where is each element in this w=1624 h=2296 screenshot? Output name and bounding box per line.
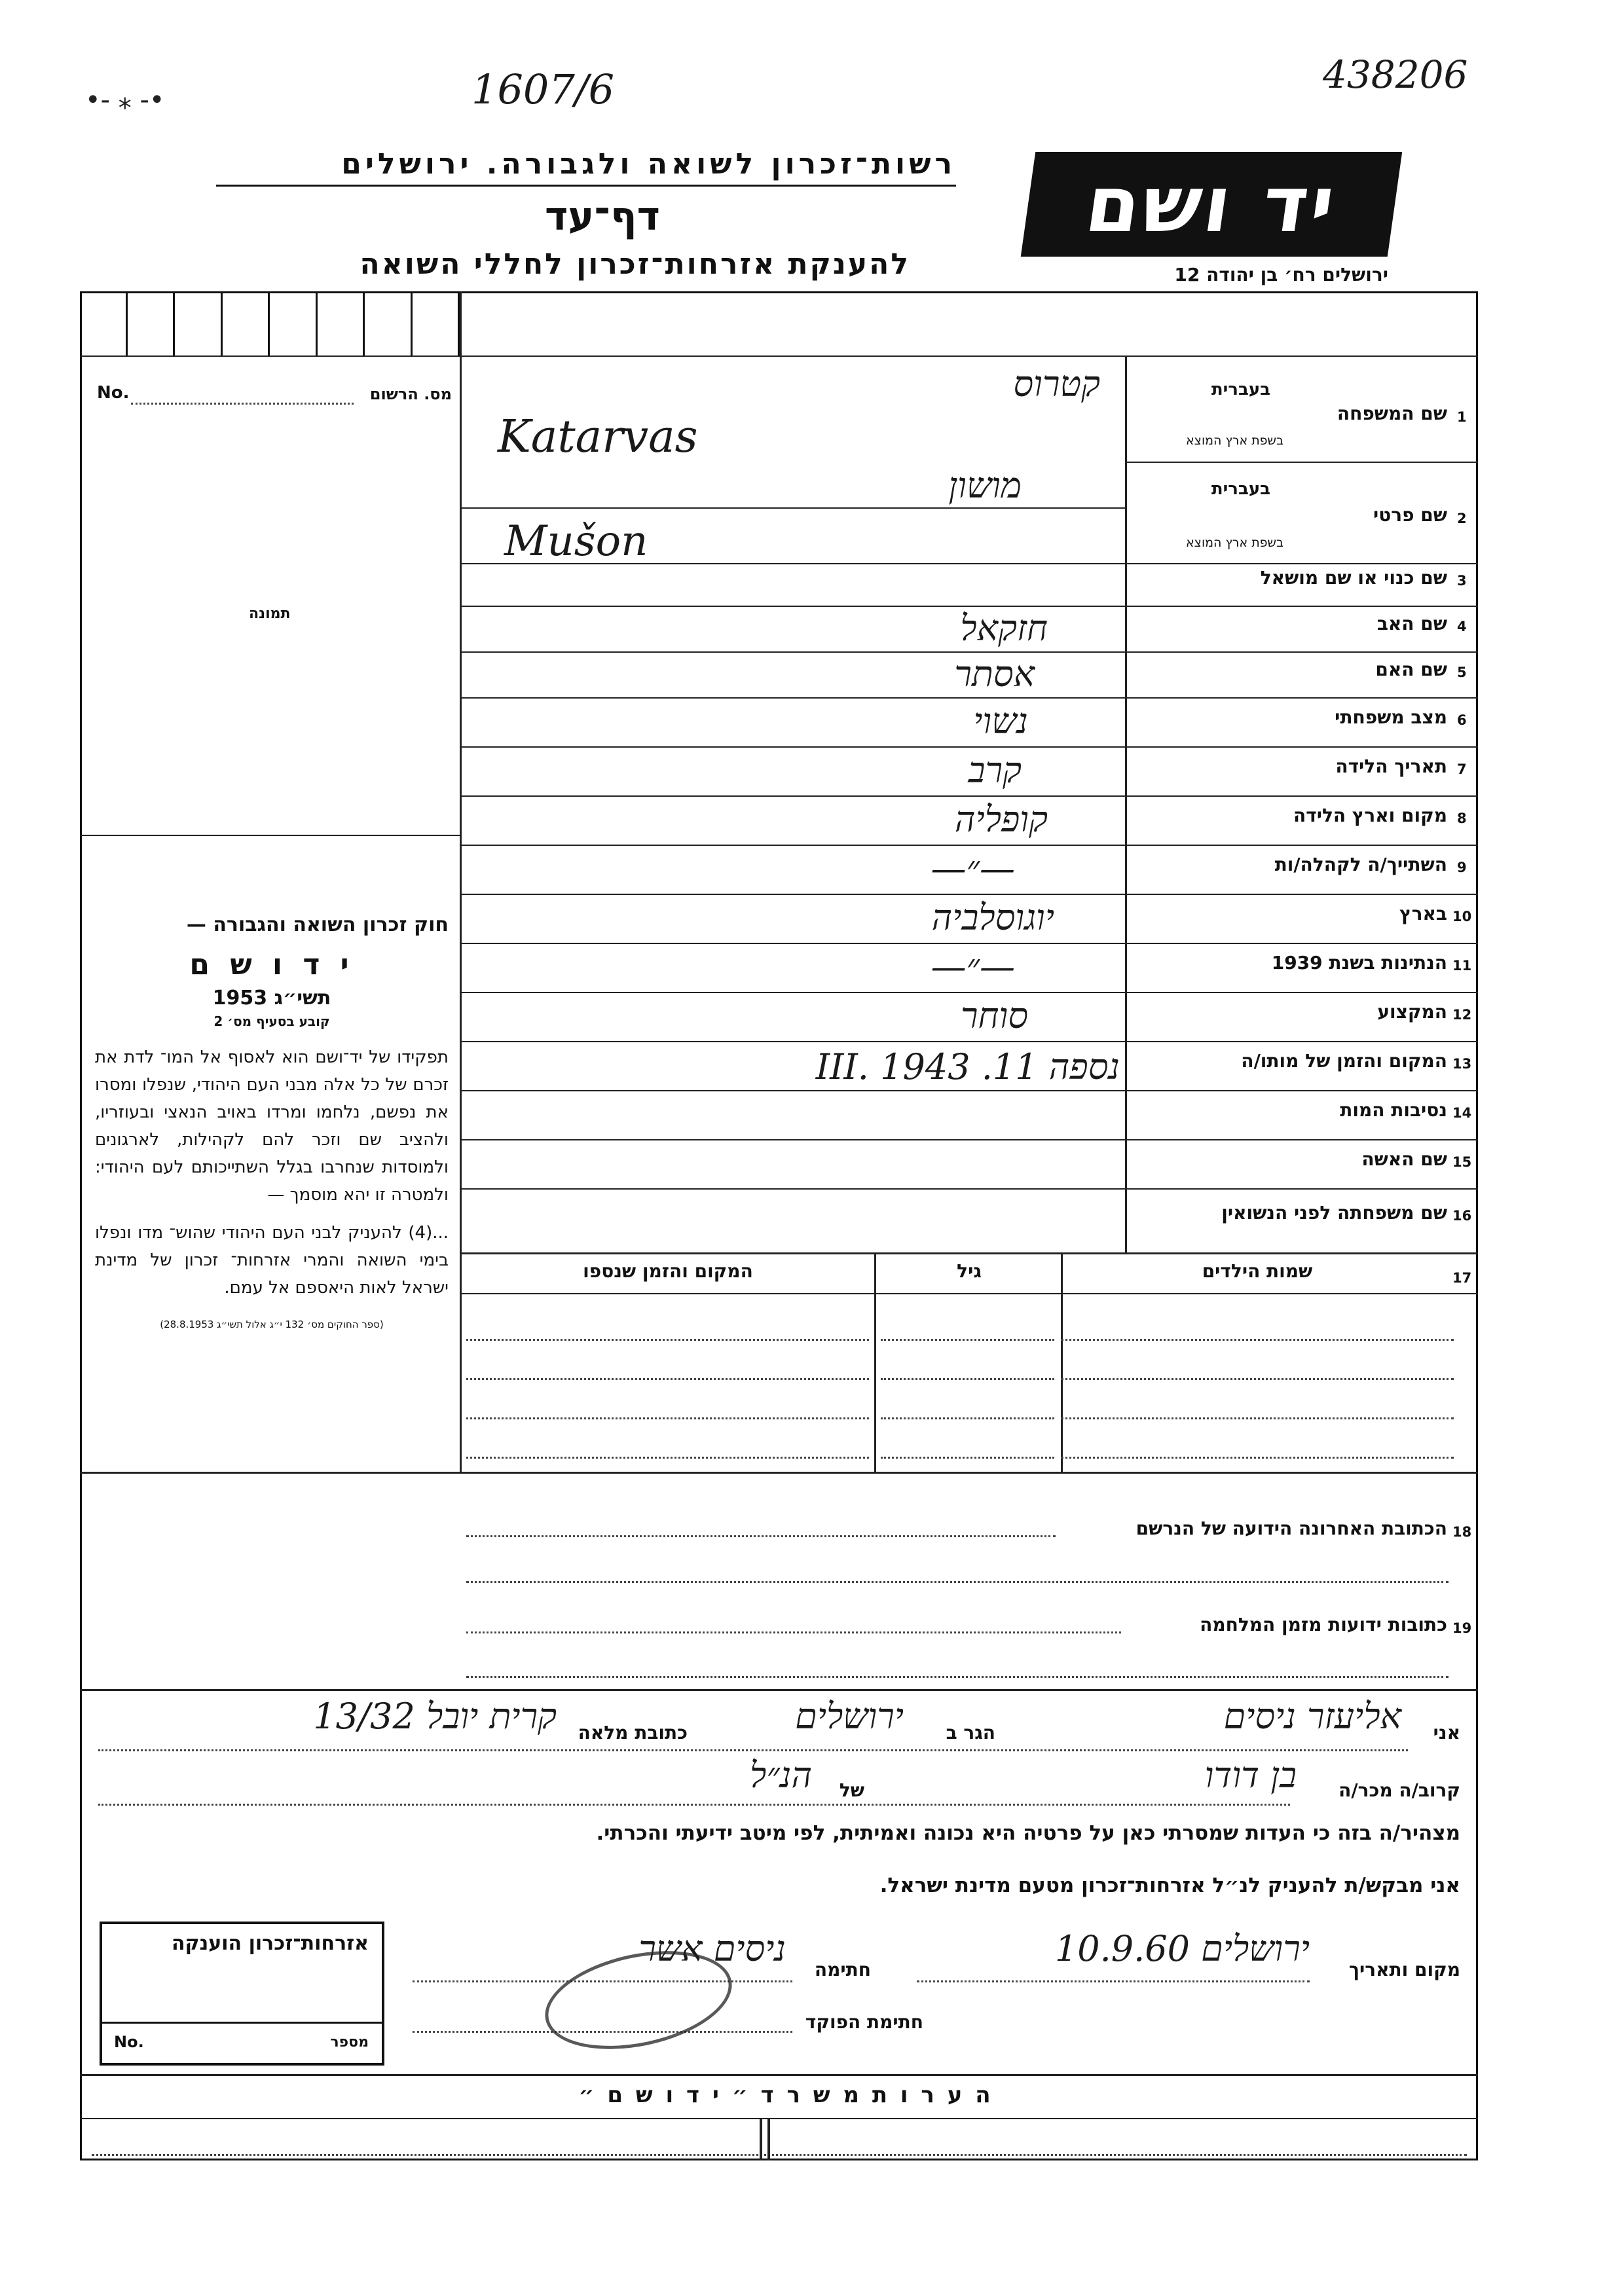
field-2-lang-he: בעברית: [1211, 479, 1270, 499]
declarant-city: ירושלים: [795, 1696, 904, 1737]
field-6-label: מצב משפחתי: [1335, 706, 1447, 728]
declaration-statement: מצהיר/ה בזה כי העדות שמסרתי כאן על פרטיה היא נכונה ואמיתית, לפי מיטב ידיעתי והכרתי.: [596, 1821, 1460, 1845]
relative-value: בן דודו: [1204, 1755, 1297, 1796]
relative-label: קרוב/ה מכר/ה: [1338, 1779, 1460, 1801]
field-2-value-he: מושון: [948, 465, 1022, 506]
place-date-value: ירושלים 10.9.60: [1054, 1928, 1310, 1969]
field-2-lang-native: בשפת ארץ המוצא: [1185, 536, 1283, 550]
field-2-value-native: Mušon: [504, 517, 648, 566]
award-number-label: מספר: [330, 2034, 369, 2050]
field-1-value-he: קטרוס: [1013, 363, 1100, 405]
field-14-number: 14: [1452, 1105, 1472, 1121]
signature-label: חתימה: [814, 1959, 871, 1980]
field-2-label: שם פרטי: [1373, 504, 1447, 526]
field-7-number: 7: [1457, 761, 1467, 777]
field-1-value-native: Katarvas: [498, 411, 698, 463]
law-excerpt: [95, 913, 449, 1330]
field-6-value: נשוי: [973, 701, 1028, 742]
lives-in-label: הגר ב: [946, 1722, 995, 1743]
of-value: הנ״ל: [750, 1755, 812, 1796]
field-6-number: 6: [1457, 712, 1467, 728]
field-19-number: 19: [1452, 1620, 1472, 1636]
of-label: של: [839, 1779, 864, 1801]
field-18-label: הכתובת האחרונה הידועה של הנרשם: [1135, 1518, 1447, 1539]
field-5-value: אסתר: [954, 653, 1035, 695]
field-3-number: 3: [1457, 573, 1467, 589]
field-10-value: יוגוסלביה: [931, 897, 1054, 938]
law-section: קובע בסעיף מס׳ 2: [213, 1013, 330, 1029]
form-subtitle: להענקת אזרחות־זכרון לחללי השואה: [360, 247, 910, 281]
field-5-label: שם האם: [1375, 659, 1447, 680]
photo-label: תמונה: [249, 606, 291, 622]
field-7-label: תאריך הלידה: [1335, 756, 1447, 777]
registration-boxes: [80, 291, 460, 355]
office-notes-title: ה ע ר ו ת מ ש ר ד ״ י ד ו ש ם ״: [578, 2082, 993, 2108]
field-3-label: שם כנוי או שם מושאל: [1260, 567, 1447, 589]
field-13-number: 13: [1452, 1056, 1472, 1072]
field-11-number: 11: [1452, 958, 1472, 974]
field-12-number: 12: [1452, 1007, 1472, 1023]
field-10-label: בארץ: [1399, 903, 1447, 924]
declarant-address: קרית יובל 13/32: [313, 1696, 557, 1737]
field-1-number: 1: [1457, 409, 1467, 425]
field-1-label: שם המשפחה: [1337, 403, 1447, 424]
field-15-number: 15: [1452, 1154, 1472, 1170]
full-address-label: כתובת מלאה: [578, 1722, 688, 1743]
children-names-header: שמות הילדים: [1202, 1260, 1313, 1282]
award-box: [100, 1922, 384, 2066]
declaration-i-label: אני: [1433, 1722, 1460, 1743]
field-12-label: המקצוע: [1377, 1001, 1447, 1023]
law-clause: ...(4) להעניק לבני העם היהודי שהוש־ מדו ונפלו בימי השואה והמרי אזרחות־ זכרון של מדינת ישראל לאות היאספם אל עמם.: [95, 1223, 449, 1298]
law-title: חוק זכרון השואה והגבורה —: [186, 913, 449, 936]
record-number: 438206: [1323, 52, 1468, 97]
official-signature-label: חתימת הפוקד: [805, 2011, 923, 2033]
declarant-name: אליעזר ניסים: [1223, 1696, 1401, 1737]
award-number-row: [102, 2022, 382, 2063]
field-4-value: חזקאל: [960, 608, 1048, 649]
law-year: תשי״ג 1953: [212, 987, 331, 1010]
field-19-line: [466, 1631, 1121, 1633]
field-4-number: 4: [1457, 619, 1467, 634]
field-1-lang-native: בשפת ארץ המוצא: [1185, 433, 1283, 448]
field-9-value: —״—: [931, 848, 1015, 889]
reg-no-label: No.: [97, 383, 130, 403]
children-place-header: המקום והזמן שנספו: [583, 1260, 753, 1282]
request-statement: אני מבקש/ת להעניק לנ״ל אזרחות־זכרון מטעם מדינת ישראל.: [879, 1874, 1460, 1897]
form-title: דף־עד: [545, 194, 660, 240]
field-8-label: מקום וארץ הלידה: [1293, 805, 1447, 826]
logo-text: יד ושם: [1080, 159, 1343, 249]
field-11-label: הנתינות בשנת 1939: [1271, 952, 1447, 974]
field-7-value: קרב: [968, 750, 1022, 791]
field-18-number: 18: [1452, 1524, 1472, 1540]
field-16-label: שם משפחתה לפני הנשואין: [1221, 1202, 1447, 1224]
field-13-label: המקום והזמן של מותו/ה: [1241, 1050, 1447, 1072]
field-5-number: 5: [1457, 665, 1467, 680]
field-9-label: השתייך/ה לקהלה/ות: [1274, 854, 1447, 875]
law-name: י ד ו ש ם: [189, 948, 354, 981]
law-reference: (ספר החוקים מס׳ 132 י״ג אלול תשי״ג 28.8.1953): [160, 1319, 384, 1330]
punch-marks: •‑ ⁎ ‑•: [85, 85, 165, 115]
field-16-number: 16: [1452, 1208, 1472, 1224]
field-9-number: 9: [1457, 860, 1467, 875]
field-10-number: 10: [1452, 909, 1472, 924]
law-body: תפקידו של יד־ושם הוא לאסוף אל המו־ לדת את זכרם של כל אלה מבני העם היהודי, שנפלו ומסרו את נפשם, נלחמו ומרדו באויב הנאצי ובעוזריו, ולהציב שם וזכר להם לקהילות, לארגונים ולמוסדות שנחרבו בגלל השתייכותם לעם היהודי: ולמטרה זו יהא מוסמך —: [95, 1048, 449, 1205]
field-1-lang-he: בעברית: [1211, 380, 1270, 399]
field-15-label: שם האשה: [1361, 1148, 1447, 1170]
children-age-header: גיל: [957, 1260, 982, 1282]
field-18-line: [466, 1535, 1056, 1537]
field-8-value: קופליה: [954, 799, 1048, 840]
yad-vashem-logo: [1021, 152, 1402, 257]
office-address: ירושלים רח׳ בן יהודה 12: [1174, 264, 1388, 285]
award-no-label: No.: [114, 2033, 144, 2051]
field-4-label: שם האב: [1376, 613, 1447, 634]
signature-value: ניסים אשר: [638, 1928, 786, 1969]
field-19-label: כתובות ידועות מזמן המלחמה: [1200, 1614, 1447, 1635]
archive-number: 1607/6: [471, 65, 615, 113]
field-11-value: —״—: [931, 946, 1015, 987]
field-8-number: 8: [1457, 811, 1467, 826]
award-title: אזרחות־זכרון הוענקה: [171, 1932, 369, 1955]
field-14-label: נסיבות המות: [1340, 1099, 1447, 1121]
place-date-label: מקום ותאריך: [1348, 1959, 1460, 1980]
field-17-number: 17: [1452, 1270, 1472, 1286]
field-13-value: נספה 11. III. 1943: [815, 1046, 1120, 1087]
field-2-number: 2: [1457, 511, 1467, 526]
reg-label: מס. הרשום: [369, 385, 452, 403]
field-12-value: סוחר: [960, 995, 1028, 1036]
authority-title: רשות־זכרון לשואה ולגבורה. ירושלים: [216, 147, 956, 187]
